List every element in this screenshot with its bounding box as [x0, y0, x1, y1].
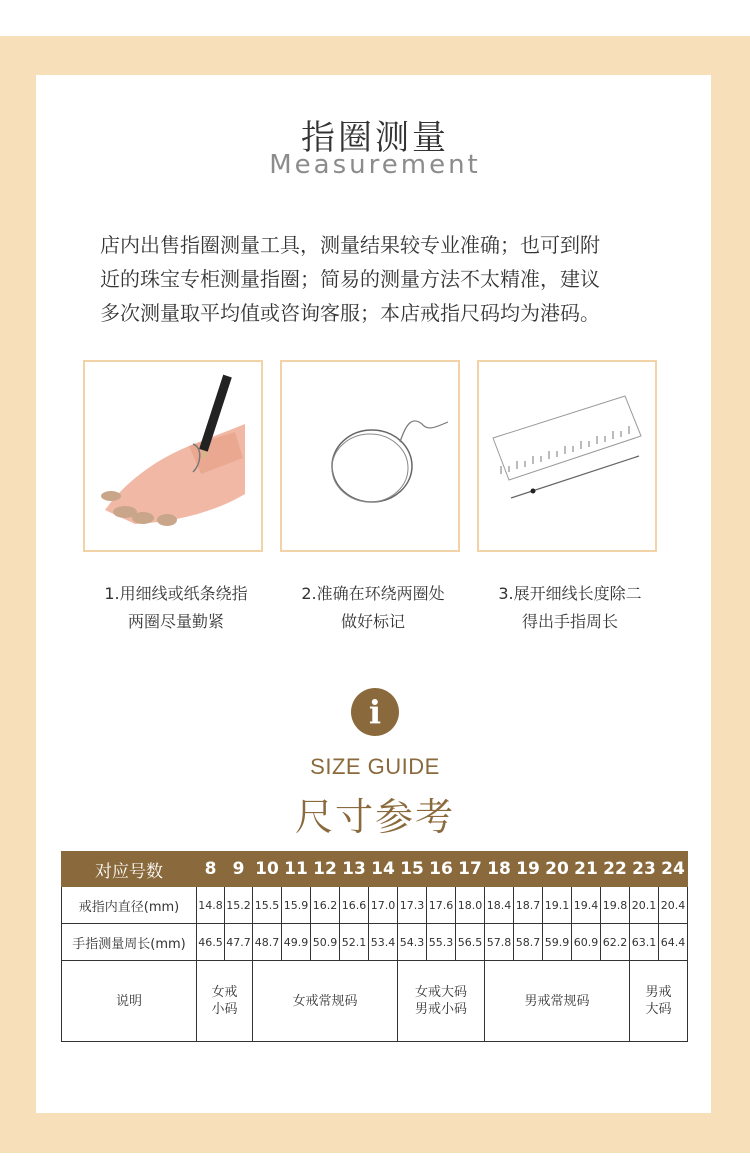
table-cell: 15.9 — [282, 887, 311, 924]
table-cell: 54.3 — [398, 924, 427, 961]
table-cell: 48.7 — [253, 924, 282, 961]
group-cell: 女戒 小码 — [197, 961, 253, 1042]
table-cell: 19.4 — [572, 887, 601, 924]
table-row-inner-diameter — [62, 887, 688, 924]
table-header-label: 对应号数 — [62, 852, 197, 887]
group-cell: 女戒常规码 — [253, 961, 398, 1042]
intro-line: 多次测量取平均值或咨询客服；本店戒指尺码均为港码。 — [100, 301, 600, 325]
size-number: 20 — [543, 852, 572, 887]
step-3-caption: 3.展开细线长度除二 得出手指周长 — [498, 584, 642, 631]
table-cell: 58.7 — [514, 924, 543, 961]
group-cell: 男戒 大码 — [630, 961, 688, 1042]
table-cell: 16.6 — [340, 887, 369, 924]
table-cell: 56.5 — [456, 924, 485, 961]
size-number: 16 — [427, 852, 456, 887]
size-number: 22 — [601, 852, 630, 887]
table-cell: 17.6 — [427, 887, 456, 924]
table-row-description — [62, 961, 688, 1042]
table-cell: 63.1 — [630, 924, 659, 961]
size-number: 12 — [311, 852, 340, 887]
size-number: 23 — [630, 852, 659, 887]
ruler-icon — [479, 362, 655, 550]
group-cell: 女戒大码 男戒小码 — [398, 961, 485, 1042]
table-cell: 53.4 — [369, 924, 398, 961]
step-3-illustration — [477, 360, 657, 552]
step-1-caption: 1.用细线或纸条绕指 两圈尽量勤紧 — [104, 584, 248, 631]
size-guide-title: SIZE GUIDE — [310, 754, 440, 779]
table-cell: 15.2 — [225, 887, 253, 924]
table-cell: 57.8 — [485, 924, 514, 961]
size-number: 8 — [197, 852, 225, 887]
table-cell: 17.0 — [369, 887, 398, 924]
size-number: 15 — [398, 852, 427, 887]
size-guide-title-cn: 尺寸参考 — [294, 795, 455, 839]
step-2-illustration — [280, 360, 460, 552]
page-title: 指圈测量 — [301, 118, 449, 158]
table-cell: 60.9 — [572, 924, 601, 961]
intro-text — [100, 228, 660, 330]
size-number: 18 — [485, 852, 514, 887]
size-number: 14 — [369, 852, 398, 887]
page-subtitle: Measurement — [269, 150, 481, 180]
table-cell: 16.2 — [311, 887, 340, 924]
table-cell: 47.7 — [225, 924, 253, 961]
size-number: 24 — [659, 852, 688, 887]
size-table — [61, 851, 688, 1042]
size-number: 13 — [340, 852, 369, 887]
table-cell: 19.1 — [543, 887, 572, 924]
table-cell: 49.9 — [282, 924, 311, 961]
table-cell: 46.5 — [197, 924, 225, 961]
hand-pencil-icon — [85, 362, 261, 550]
table-cell: 18.7 — [514, 887, 543, 924]
table-row-circumference — [62, 924, 688, 961]
row-label: 戒指内直径(mm) — [62, 887, 197, 924]
size-number: 11 — [282, 852, 311, 887]
table-cell: 15.5 — [253, 887, 282, 924]
table-cell: 18.0 — [456, 887, 485, 924]
intro-line: 店内出售指圈测量工具，测量结果较专业准确；也可到附 — [100, 233, 600, 257]
table-cell: 59.9 — [543, 924, 572, 961]
table-cell: 20.4 — [659, 887, 688, 924]
table-cell: 52.1 — [340, 924, 369, 961]
table-cell: 17.3 — [398, 887, 427, 924]
step-1-illustration — [83, 360, 263, 552]
table-cell: 55.3 — [427, 924, 456, 961]
size-number: 19 — [514, 852, 543, 887]
table-header-row — [62, 852, 688, 887]
intro-line: 近的珠宝专柜测量指圈；简易的测量方法不太精准，建议 — [100, 267, 600, 291]
table-cell: 19.8 — [601, 887, 630, 924]
group-cell: 男戒常规码 — [485, 961, 630, 1042]
thread-loop-icon — [282, 362, 458, 550]
table-cell: 62.2 — [601, 924, 630, 961]
table-cell: 64.4 — [659, 924, 688, 961]
size-number: 21 — [572, 852, 601, 887]
table-cell: 50.9 — [311, 924, 340, 961]
table-cell: 14.8 — [197, 887, 225, 924]
size-number: 9 — [225, 852, 253, 887]
size-number: 10 — [253, 852, 282, 887]
step-2-caption: 2.准确在环绕两圈处 做好标记 — [301, 584, 445, 631]
table-cell: 18.4 — [485, 887, 514, 924]
info-icon: i — [351, 688, 399, 736]
row-label: 手指测量周长(mm) — [62, 924, 197, 961]
size-number: 17 — [456, 852, 485, 887]
row-label: 说明 — [62, 961, 197, 1042]
table-cell: 20.1 — [630, 887, 659, 924]
